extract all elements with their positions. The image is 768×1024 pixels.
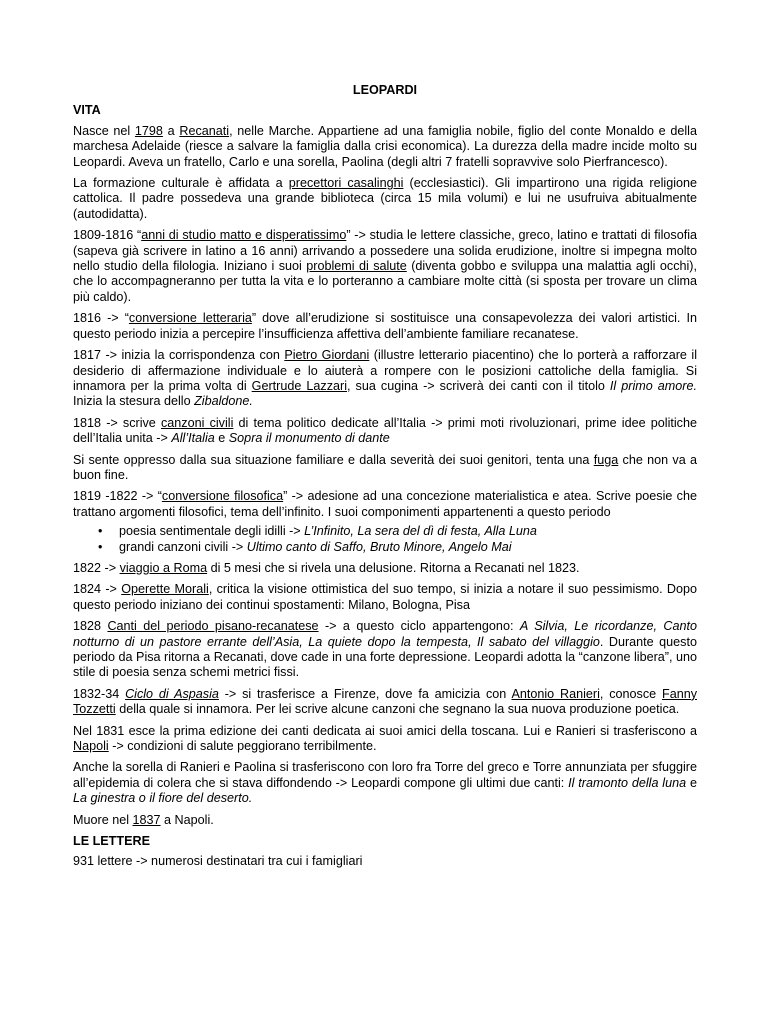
underlined-text: Fanny Tozzetti	[73, 686, 698, 717]
underlined-text: anni di studio matto e disperatissimo	[141, 228, 347, 243]
italic-title: Zibaldone.	[194, 394, 253, 409]
paragraph-1818: 1818 -> scrive canzoni civili di tema politico dedicate all’Italia -> primi moti rivoluzionari, prime idee politiche dell’Italia unita -> All’Italia e Sopra il monumento di dante	[73, 415, 697, 446]
italic-title: L’Infinito, La sera del dì di festa, Alla Luna	[304, 524, 537, 539]
document-page	[73, 83, 697, 876]
section-heading-vita: VITA	[73, 103, 101, 118]
paragraph-1822: 1822 -> viaggio a Roma di 5 mesi che si rivela una delusione. Ritorna a Recanati nel 1823.	[73, 560, 580, 575]
underlined-text: conversione letteraria	[128, 311, 252, 326]
bullet-list	[73, 524, 697, 555]
underlined-text: conversione filosofica	[161, 489, 284, 504]
paragraph-birth: Nasce nel 1798 a Recanati, nelle Marche. Appartiene ad una famiglia nobile, figlio del conte Monaldo e della marchesa Adelaide (riesce a salvare la famiglia dalla crisi economica). La durezza della madre incide molto su Leopardi. Aveva un fratello, Carlo e una sorella, Paolina (degli altri 7 fratelli sopravvive solo Pierfrancesco).	[73, 123, 697, 169]
underlined-text: problemi di salute	[306, 259, 407, 274]
paragraph-1819-1822: 1819 -1822 -> “conversione filosofica” -> adesione ad una concezione materialistica e atea. Scrive poesie che trattano argomenti filosofici, tema dell’infinito. I suoi componimenti appartenenti a questo periodo	[73, 489, 697, 519]
italic-title: Ultimo canto di Saffo, Bruto Minore, Angelo Mai	[246, 539, 512, 554]
paragraph-1817: 1817 -> inizia la corrispondenza con Pietro Giordani (illustre letterario piacentino) che lo porterà a rafforzare il desiderio di affermazione individuale e lo aiuterà a rompere con le posizioni cattoliche della famiglia. Si innamora per la prima volta di Gertrude Lazzari, sua cugina -> scriverà dei canti con il titolo Il primo amore. Inizia la stesura dello Zibaldone.	[73, 348, 697, 409]
paragraph-fuga: Si sente oppresso dalla sua situazione familiare e dalla severità dei suoi genitori, tenta una fuga che non va a buon fine.	[73, 452, 698, 482]
italic-title: All’Italia	[171, 431, 215, 446]
underlined-italic-title: Ciclo di Aspasia	[125, 686, 219, 701]
paragraph-education: La formazione culturale è affidata a precettori casalinghi (ecclesiastici). Gli impartirono una rigida religione cattolica. Il padre possedeva una grande biblioteca (circa 15 mila volumi) e lui ne usufruiva abitualmente (autodidatta).	[73, 176, 698, 221]
section-heading-lettere: LE LETTERE	[73, 834, 150, 849]
underlined-text: 1798	[134, 123, 163, 138]
document-title: LEOPARDI	[352, 83, 418, 97]
paragraph-1816: 1816 -> “conversione letteraria” dove all’erudizione si sostituisce una consapevolezza dei valori artistici. In questo periodo inizia a percepire l’insufficienza affettiva dell’ambiente familiare recanatese.	[73, 311, 697, 341]
italic-title: Il tramonto della luna	[568, 775, 687, 790]
italic-title: Il primo amore.	[609, 378, 697, 393]
italic-title: A Silvia, Le ricordanze, Canto notturno di un pastore errante dell’Asia, La quiete dopo la tempesta, Il sabato del villaggio	[73, 619, 697, 649]
list-item: • poesia sentimentale degli idilli -> L’Infinito, La sera del dì di festa, Alla Luna	[119, 524, 697, 539]
paragraph-1809-1816: 1809-1816 “anni di studio matto e disperatissimo” -> studia le lettere classiche, greco, latino e trattati di filosofia (sapeva già scrivere in latino a 16 anni) arrivando a possedere una solida erudizione, inoltre si impegna molto nello studio della filologia. Iniziano i suoi problemi di salute (diventa gobbo e sviluppa una malattia agli occhi), che lo accompagneranno per tutta la vita e lo porteranno a cambiare molte città (si sposta per trovare un clima più caldo).	[73, 228, 697, 304]
underlined-text: Napoli	[73, 739, 109, 754]
paragraph-ultimi-canti: Anche la sorella di Ranieri e Paolina si trasferiscono con loro fra Torre del greco e Torre annunziata per sfuggire all’epidemia di colera che si stava diffondendo -> Leopardi compone gli ultimi due canti: Il tramonto della luna e La ginestra o il fiore del deserto.	[73, 760, 697, 806]
paragraph-lettere: 931 lettere -> numerosi destinatari tra cui i famigliari	[73, 854, 363, 869]
underlined-text: Pietro Giordani	[284, 348, 370, 363]
list-item: • grandi canzoni civili -> Ultimo canto di Saffo, Bruto Minore, Angelo Mai	[119, 540, 697, 555]
underlined-text: canzoni civili	[161, 415, 234, 430]
paragraph-1831: Nel 1831 esce la prima edizione dei canti dedicata ai suoi amici della toscana. Lui e Ranieri si trasferiscono a Napoli -> condizioni di salute peggiorano terribilmente.	[73, 723, 697, 754]
italic-title: La ginestra o il fiore del deserto.	[73, 791, 253, 806]
italic-title: Sopra il monumento di dante	[228, 431, 390, 446]
underlined-text: fuga	[593, 452, 619, 467]
underlined-text: Antonio Ranieri	[511, 686, 600, 701]
underlined-text: viaggio a Roma	[119, 560, 208, 575]
underlined-text: Gertrude Lazzari	[251, 378, 348, 393]
paragraph-1824: 1824 -> Operette Morali, critica la visione ottimistica del suo tempo, si inizia a notare il suo pessimismo. Dopo questo periodo iniziano dei continui spostamenti: Milano, Bologna, Pisa	[73, 582, 698, 612]
underlined-text: 1837	[132, 812, 161, 827]
paragraph-death: Muore nel 1837 a Napoli.	[73, 812, 214, 827]
paragraph-1828: 1828 Canti del periodo pisano-recanatese -> a questo ciclo appartengono: A Silvia, Le ricordanze, Canto notturno di un pastore errante dell’Asia, La quiete dopo la tempesta, Il sabato del villaggio. Durante questo periodo da Pisa ritorna a Recanati, dove cade in una forte depressione. Leopardi adotta la “canzone libera”, uno stile di poesia senza schemi metrici fissi.	[73, 619, 697, 680]
underlined-text: precettori casalinghi	[288, 176, 404, 191]
underlined-text: Recanati	[179, 123, 230, 138]
underlined-text: Operette Morali	[121, 582, 209, 597]
paragraph-1832-34: 1832-34 Ciclo di Aspasia -> si trasferisce a Firenze, dove fa amicizia con Antonio Ranieri, conosce Fanny Tozzetti della quale si innamora. Per lei scrive alcune canzoni che segnano la sua nuova produzione poetica.	[73, 686, 698, 717]
underlined-text: Canti del periodo pisano-recanatese	[107, 619, 319, 634]
